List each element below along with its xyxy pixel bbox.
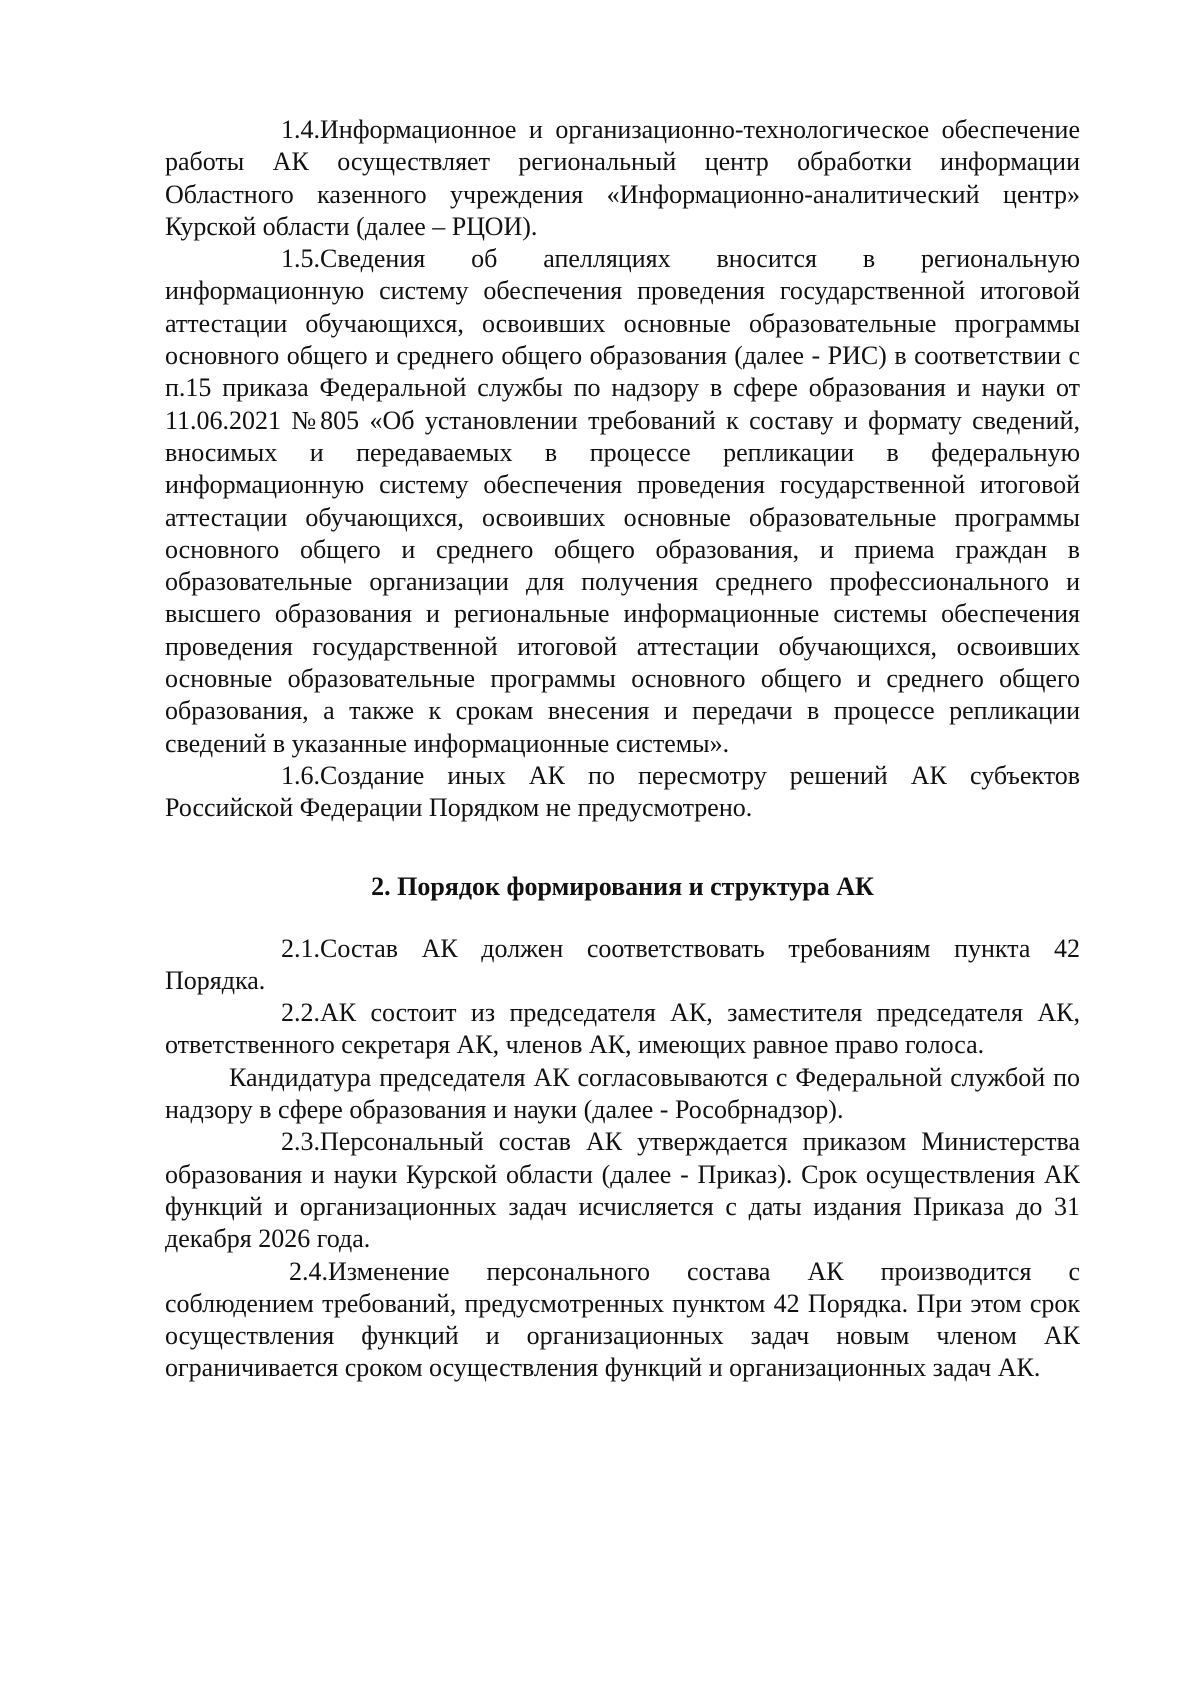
document-body bbox=[165, 114, 1080, 1385]
paragraph-2-3 bbox=[165, 1126, 1080, 1255]
paragraph-text: Состав АК должен соответствовать требованиям пункта 42 Порядка. bbox=[165, 933, 1080, 995]
paragraph-number: 2.4. bbox=[289, 1256, 328, 1286]
paragraph-2-2 bbox=[165, 997, 1080, 1062]
paragraph-text: Персональный состав АК утверждается приказом Министерства образования и науки Курской области (далее - Приказ). Срок осуществления АК функций и организационных задач исчисляется с даты издания Приказа до 31 декабря 2026 года. bbox=[165, 1127, 1080, 1254]
paragraph-number: 2.3. bbox=[281, 1127, 320, 1157]
paragraph-1-4 bbox=[165, 114, 1080, 243]
paragraph-text: Сведения об апелляциях вносится в региональную информационную систему обеспечения проведения государственной итоговой аттестации обучающихся, освоивших основные образовательные программы основного общего и среднего общего образования (далее - РИС) в соответствии с п.15 приказа Федеральной службы по надзору в сфере образования и науки от 11.06.2021 №805 «Об установлении требований к составу и формату сведений, вносимых и передаваемых в процессе репликации в федеральную информационную систему обеспечения проведения государственной итоговой аттестации обучающихся, освоивших основные образовательные программы основного общего и среднего общего образования, и приема граждан в образовательные организации для получения среднего профессионального и высшего образования и региональные информационные системы обеспечения проведения государственной итоговой аттестации обучающихся, освоивших основные образовательные программы основного общего и среднего общего образования, а также к срокам внесения и передачи в процессе репликации сведений в указанные информационные системы». bbox=[165, 244, 1080, 758]
paragraph-number: 2.2. bbox=[281, 998, 320, 1028]
paragraph-text: Информационное и организационно-технологическое обеспечение работы АК осуществляет региональный центр обработки информации Областного казенного учреждения «Информационно-аналитический центр» Курской области (далее – РЦОИ). bbox=[165, 115, 1080, 241]
paragraph-text: Изменение персонального состава АК производится с соблюдением требований, предусмотренных пунктом 42 Порядка. При этом срок осуществления функций и организационных задач новым членом АК ограничивается сроком осуществления функций и организационных задач АК. bbox=[165, 1256, 1080, 1383]
paragraph-text: АК состоит из председателя АК, заместителя председателя АК, ответственного секретаря АК, членов АК, имеющих равное право голоса. bbox=[165, 998, 1080, 1060]
paragraph-chairman-approval bbox=[165, 1062, 1080, 1127]
paragraph-number: 1.4. bbox=[281, 115, 320, 144]
section-heading: 2. Порядок формирования и структура АК bbox=[371, 871, 874, 901]
paragraph-text: Создание иных АК по пересмотру решений АК субъектов Российской Федерации Порядком не предусмотрено. bbox=[165, 760, 1080, 823]
paragraph-text: Кандидатура председателя АК согласовываются с Федеральной службой по надзору в сфере образования и науки (далее - Рособрнадзор). bbox=[165, 1062, 1080, 1125]
paragraph-number: 2.1. bbox=[281, 933, 320, 963]
paragraph-1-6 bbox=[165, 760, 1080, 825]
paragraph-2-4 bbox=[165, 1256, 1080, 1385]
paragraph-number: 1.6. bbox=[281, 760, 320, 790]
paragraph-number: 1.5. bbox=[281, 244, 320, 274]
paragraph-1-5 bbox=[165, 243, 1080, 760]
paragraph-2-1 bbox=[165, 933, 1080, 998]
